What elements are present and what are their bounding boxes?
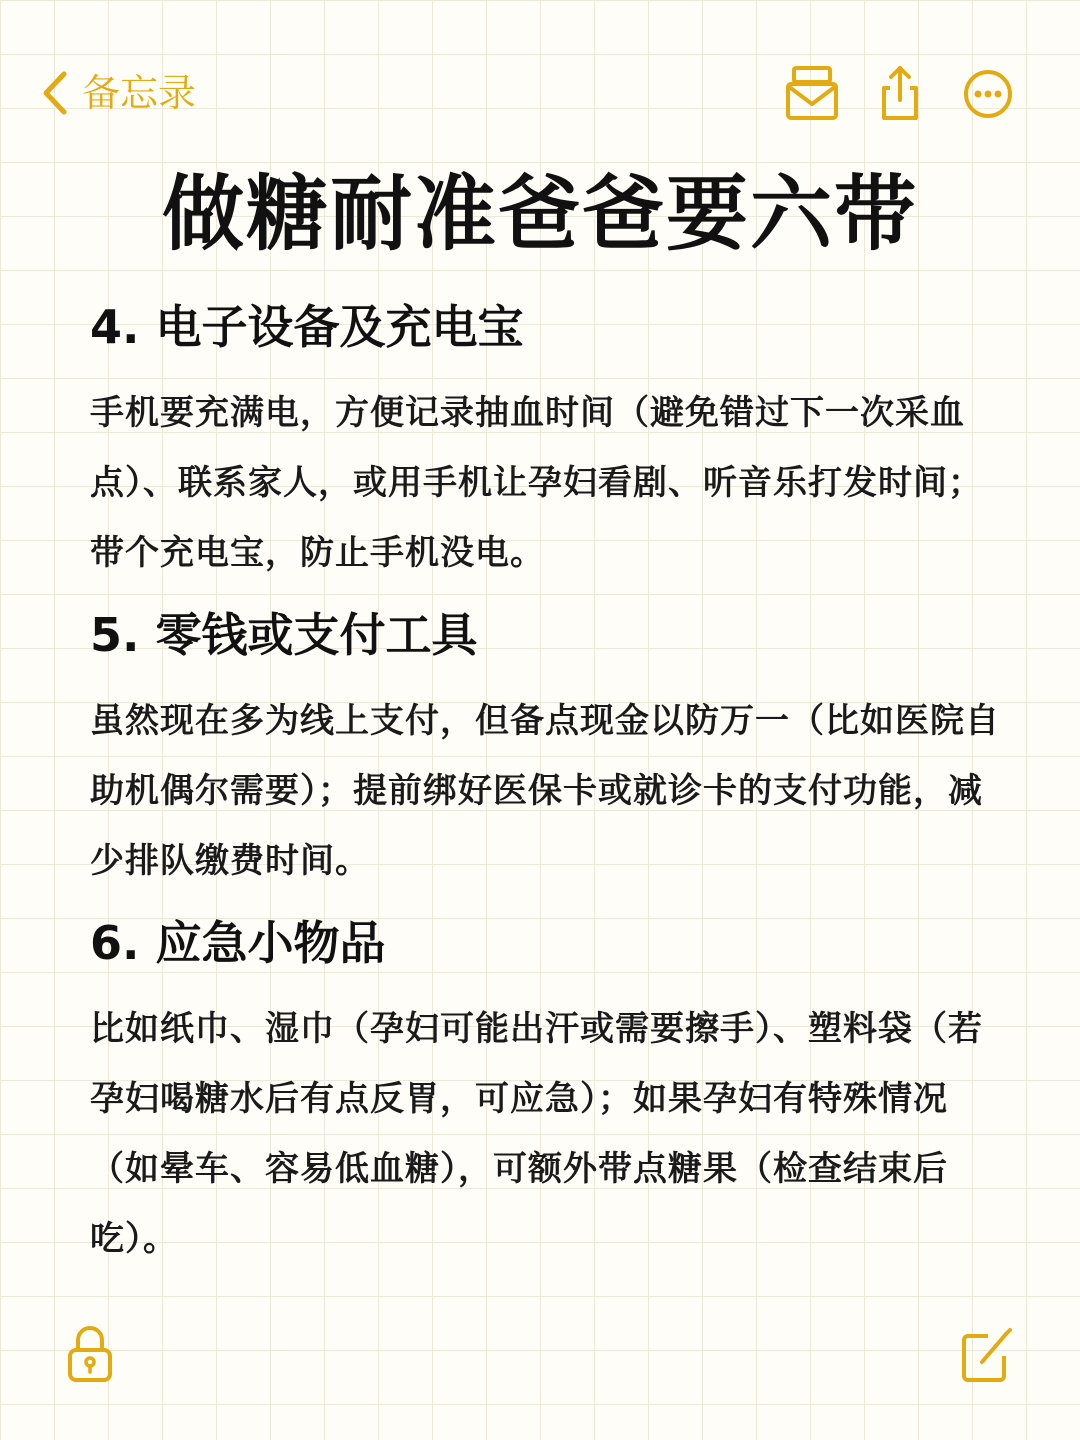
note-section [90, 908, 1012, 1274]
section-heading: 4. 电子设备及充电宝 [90, 300, 524, 354]
note-content[interactable] [90, 292, 1012, 1286]
section-heading: 5. 零钱或支付工具 [90, 608, 478, 662]
navigation-bar [0, 58, 1080, 128]
note-section [90, 292, 1012, 588]
back-label: 备忘录 [82, 71, 197, 115]
share-icon[interactable] [872, 62, 928, 124]
back-button[interactable] [40, 66, 196, 120]
section-body: 比如纸巾、湿巾（孕妇可能出汗或需要擦手）、塑料袋（若孕妇喝糖水后有点反胃，可应急）；如果孕妇有特殊情况（如晕车、容易低血糖），可额外带点糖果（检查结束后吃）。 [90, 1009, 983, 1259]
section-body: 手机要充满电，方便记录抽血时间（避免错过下一次采血点）、联系家人，或用手机让孕妇看剧、听音乐打发时间；带个充电宝，防止手机没电。 [90, 393, 983, 573]
chevron-left-icon [40, 70, 70, 116]
note-section [90, 600, 1012, 896]
section-heading: 6. 应急小物品 [90, 916, 386, 970]
section-body: 虽然现在多为线上支付，但备点现金以防万一（比如医院自助机偶尔需要）；提前绑好医保卡或就诊卡的支付功能，减少排队缴费时间。 [90, 701, 1000, 881]
lock-icon[interactable] [62, 1322, 118, 1386]
mail-icon[interactable] [784, 62, 840, 124]
note-title: 做糖耐准爸爸要六带 [161, 167, 918, 262]
more-icon[interactable] [960, 62, 1016, 124]
compose-icon[interactable] [958, 1322, 1014, 1386]
